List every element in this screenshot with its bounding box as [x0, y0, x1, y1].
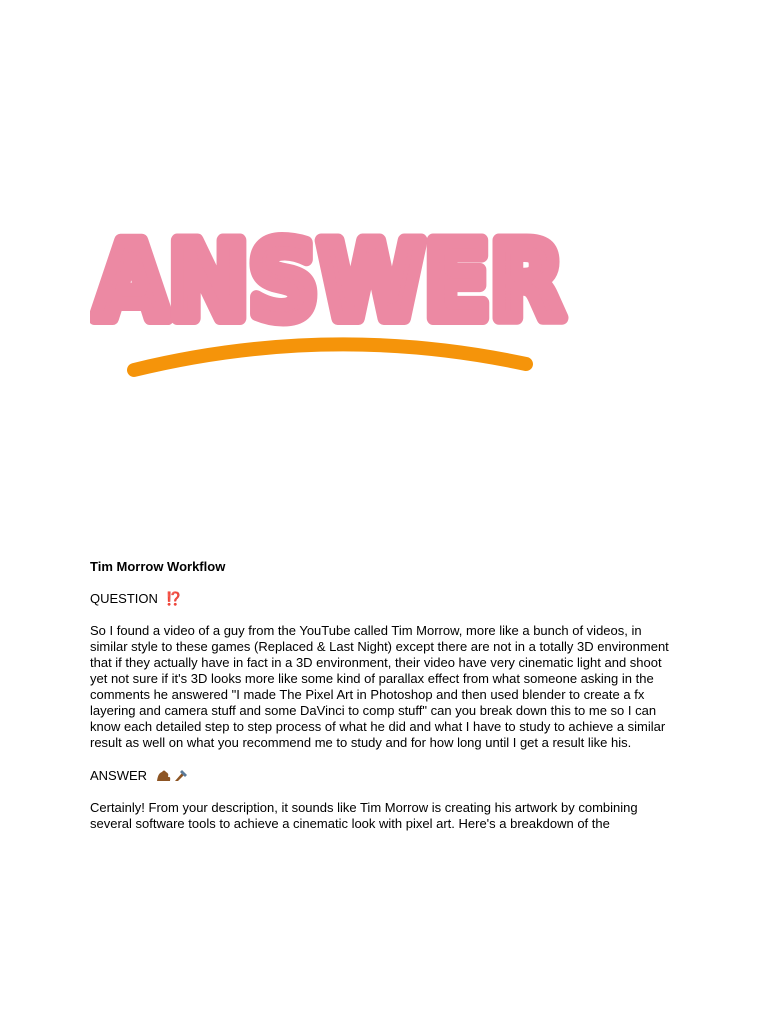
document-body: [90, 559, 682, 848]
question-heading: QUESTION: [90, 591, 158, 606]
answer-heading-line: [90, 767, 682, 784]
document-title: Tim Morrow Workflow: [90, 559, 226, 574]
answer-body: Certainly! From your description, it sounds like Tim Morrow is creating his artwork by combining several software tools to achieve a cinematic look with pixel art. Here's a breakdown of the: [90, 800, 638, 831]
answer-banner-graphic: [90, 210, 590, 390]
answer-banner-word: ANSWER: [94, 220, 564, 343]
answer-heading: ANSWER: [90, 768, 148, 783]
answer-banner-image: [90, 210, 590, 390]
question-heading-line: [90, 591, 682, 607]
question-body: So I found a video of a guy from the YouTube called Tim Morrow, more like a bunch of videos, in similar style to these games (Replaced & Last Night) except there are not in a totally 3D environment that if they actually have in fact in a 3D environment, their video have very cinematic light and shoot yet not sure if it's 3D looks more like some kind of parallax effect from what someone asking in the comments he answered "I made The Pixel Art in Photoshop and then used blender to create a fx layering and camera stuff and some DaVinci to comp stuff" can you break down this to me so I can know each detailed step to step process of what he did and what I have to study to achieve a similar result as well on what you recommend me to study and for how long until I get a result like his.: [90, 623, 669, 750]
exclamation-question-icon: ⁉️: [165, 591, 180, 606]
answer-banner-underline: [134, 344, 526, 370]
muscle-writing-hand-icon: [155, 767, 189, 783]
